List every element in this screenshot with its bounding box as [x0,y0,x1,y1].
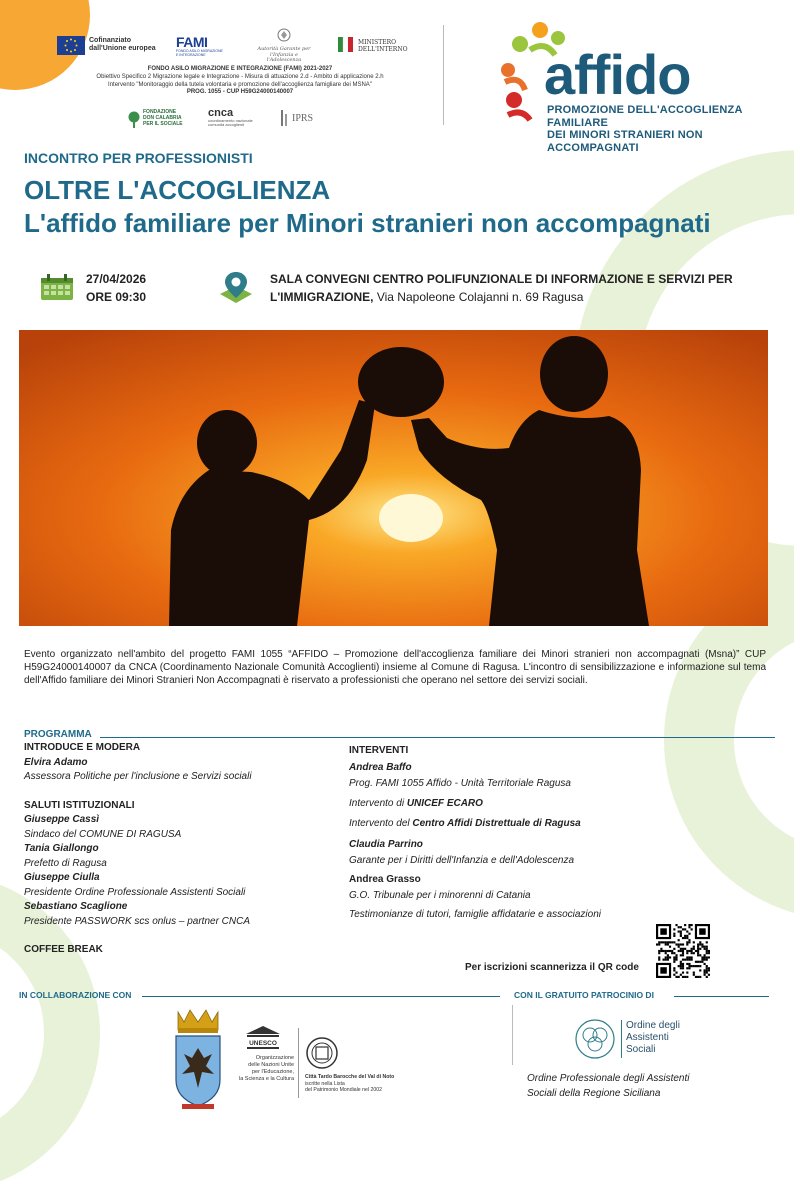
affido-tagline: DEI MINORI STRANIERI NON ACCOMPAGNATI [547,129,703,154]
speaker-name: Giuseppe Ciulla [24,872,100,883]
speaker-name: Elvira Adamo [24,756,88,768]
noto-title: Città Tardo Barocche del Val di Noto [305,1074,395,1080]
saluti-title: SALUTI ISTITUZIONALI [24,799,135,811]
iprs-logo-text: IPRS [292,113,314,124]
fami-logo-subtext: FONDO ASILO MIGRAZIONE E INTEGRAZIONE [176,49,223,57]
unesco-word: UNESCO [249,1040,277,1047]
speaker-name: Tania Giallongo [24,843,99,854]
ordine-caption-line: Ordine Professionale degli Assistenti [527,1073,690,1084]
speaker-role: Presidente PASSWORK scs onlus – partner CNCA [24,915,251,927]
fondazione-logo-text: FONDAZIONE DON CALABRIA PER IL SOCIALE [143,109,183,127]
event-date: 27/04/2026 [86,272,147,286]
italy-flag-icon [338,37,353,52]
patrocinio-divider [674,996,769,997]
qr-code[interactable] [656,924,710,978]
ordine-assistenti-sociali-logo [574,1016,694,1066]
tree-icon [127,111,141,129]
coffee-break: COFFEE BREAK [24,944,103,955]
speaker-role: Prog. FAMI 1055 Affido - Unità Territoriale Ragusa [349,778,571,789]
footer-divider [512,1005,513,1065]
affido-tagline: PROMOZIONE DELL'ACCOGLIENZA FAMILIARE [547,104,743,129]
noto-line: del Patrimonio Mondiale nel 2002 [305,1087,382,1093]
program-label: PROGRAMMA [24,729,92,740]
qr-caption: Per iscrizioni scannerizza il QR code [465,962,639,973]
ordine-caption [527,1071,690,1101]
fund-info [55,66,425,97]
speaker-role: Testimonianze di tutori, famiglie affidatarie e associazioni [349,908,601,920]
venue-address: Via Napoleone Colajanni n. 69 Ragusa [373,290,584,304]
speaker-role: Assessora Politiche per l'inclusione e Servizi sociali [24,771,252,782]
venue-line-1: SALA CONVEGNI CENTRO POLIFUNZIONALE DI INFORMAZIONE E SERVIZI PER [270,272,733,286]
event-description: Evento organizzato nell'ambito del progetto FAMI 1055 “AFFIDO – Promozione dell'accoglienza familiare dei Minori stranieri non accompagnati (Msna)” CUP H59G24000140007 da CNCA (Coordinamento Nazionale Comunità Accoglienti) insieme al Comune di Ragusa. L'incontro di sensibilizzazione e informazione sul tema dell'Affido familiare dei Minori Stranieri Non Accompagnati è riservato a professionisti che operano nel settore dei servizi sociali. [24,649,766,686]
fami-logo [176,34,226,57]
program-left-column [24,741,344,958]
speaker-role: G.O. Tribunale per i minorenni di Catania [349,890,531,901]
event-time: ORE 09:30 [86,290,147,304]
iprs-bars-icon [280,110,290,126]
hero-sunset-silhouette-image [19,330,768,626]
cnca-logo-text: cnca [208,107,234,119]
speaker-org: UNICEF ECARO [406,797,483,809]
autorita-logo-text: Autorità Garante per l'Infanzia e l'Adolescenza [257,46,311,63]
venue-line-2: L'IMMIGRAZIONE, [270,290,374,304]
iprs-logo [280,110,330,128]
speaker-name: Claudia Parrino [349,838,423,850]
unesco-text: Organizzazione [255,1055,294,1061]
unesco-logo [232,1024,294,1083]
fund-line: Obiettivo Specifico 2 Migrazione legale e Integrazione - Misura di attuazione 2.d - Ambito di applicazione 2.h [96,73,384,80]
fund-line: Intervento "Monitoraggio della tutela volontaria e promozione dell'accoglienza famigliare dei MSNA" [108,81,372,88]
speaker-name: Andrea Grasso [349,873,421,885]
speaker-name: Giuseppe Cassì [24,814,100,825]
noto-text [305,1074,415,1094]
noto-line: iscritte nella Lista [305,1080,345,1087]
unesco-text: delle Nazioni Unite [248,1061,294,1068]
header-divider [443,25,444,125]
event-title: OLTRE L'ACCOGLIENZA [24,175,331,205]
autorita-garante-logo [254,28,314,64]
introduce-title: INTRODUCE E MODERA [24,742,141,753]
speaker-name: Sebastiano Scaglione [24,901,128,912]
unesco-temple-icon [244,1024,282,1050]
ordine-logo-text: Ordine degli [626,1020,680,1031]
affido-logo [500,20,750,154]
event-kicker: INCONTRO PER PROFESSIONISTI [24,150,253,166]
calendar-icon [41,274,73,300]
fami-logo-text: FAMI [176,34,208,50]
world-heritage-icon [305,1036,339,1070]
ordine-logo-text: Assistenti [626,1032,669,1043]
cnca-logo [208,107,268,128]
speaker-role: Intervento di [349,797,407,809]
speaker-role: Sindaco del COMUNE DI RAGUSA [24,828,182,840]
collab-divider [142,996,500,997]
speaker-name: Andrea Baffo [349,761,412,773]
speaker-org: Centro Affidi Distrettuale di Ragusa [412,818,581,829]
unesco-text: per l'Educazione, [251,1068,294,1075]
cnca-logo-subtext: coordinamento nazionale comunità accoglienti [208,118,253,128]
eu-logo [57,36,157,56]
ordine-emblem-icon [574,1018,616,1060]
program-right-column [349,743,769,923]
ordine-caption-line: Sociali della Regione Siciliana [527,1088,661,1099]
eu-flag-icon [57,36,85,55]
fondazione-don-calabria-logo [127,110,187,132]
ordine-logo-text: Sociali [626,1044,656,1055]
speaker-role: Presidente Ordine Professionale Assistenti Sociali [24,886,246,898]
fund-line: PROG. 1055 - CUP H59G24000140007 [186,89,294,96]
event-subtitle: L'affido familiare per Minori stranieri non accompagnati [24,208,711,238]
coat-of-arms-ragusa-icon [170,1008,226,1112]
collab-label: IN COLLABORAZIONE CON [19,990,132,1000]
patrocinio-label: CON IL GRATUITO PATROCINIO DI [514,990,654,1000]
fund-line: FONDO ASILO MIGRAZIONE E INTEGRAZIONE (FAMI) 2021-2027 [147,66,333,72]
emblem-icon [277,28,291,42]
speaker-role: Garante per i Diritti dell'Infanzia e dell'Adolescenza [349,855,575,866]
ministero-logo-text: MINISTERO DELL'INTERNO [358,39,408,54]
location-pin-icon [218,270,254,306]
speaker-role: Prefetto di Ragusa [24,857,107,869]
unesco-text: la Scienza e la Cultura [238,1075,294,1082]
unesco-divider [298,1028,299,1098]
speaker-role: Intervento del [349,818,413,829]
eu-logo-text: Cofinanziato dall'Unione europea [89,37,156,52]
interventi-title: INTERVENTI [349,745,409,756]
program-divider [100,737,775,738]
affido-logo-word: affido [544,43,691,106]
